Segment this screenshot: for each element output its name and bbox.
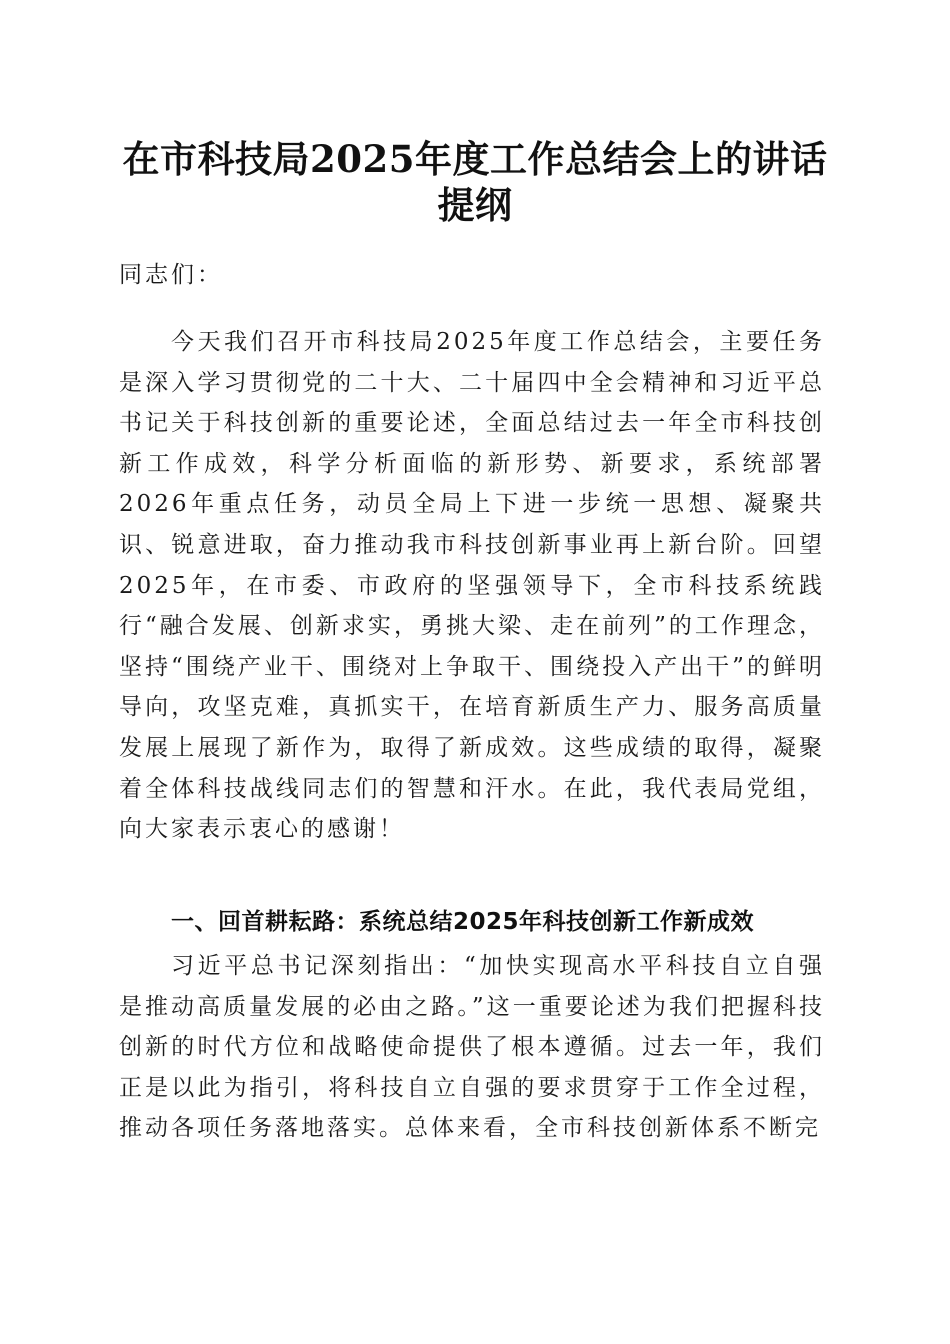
intro-paragraph: 今天我们召开市科技局2025年度工作总结会，主要任务是深入学习贯彻党的二十大、二十届四中全会精神和习近平总书记关于科技创新的重要论述，全面总结过去一年全市科技创新工作成效，科学分析面临的新形势、新要求，系统部署2026年重点任务，动员全局上下进一步统一思想、凝聚共识、锐意进取，奋力推动我市科技创新事业再上新台阶。回望2025年，在市委、市政府的坚强领导下，全市科技系统践行“融合发展、创新求实，勇挑大梁、走在前列”的工作理念，坚持“围绕产业干、围绕对上争取干、围绕投入产出干”的鲜明导向，攻坚克难，真抓实干，在培育新质生产力、服务高质量发展上展现了新作为，取得了新成效。这些成绩的取得，凝聚着全体科技战线同志们的智慧和汗水。在此，我代表局党组，向大家表示衷心的感谢！ bbox=[119, 329, 825, 843]
greeting: 同志们： bbox=[119, 262, 223, 288]
document-title: 在市科技局2025年度工作总结会上的讲话提纲 bbox=[122, 137, 828, 227]
section-heading: 一、回首耕耘路：系统总结2025年科技创新工作新成效 bbox=[171, 909, 755, 935]
section-paragraph: 习近平总书记深刻指出：“加快实现高水平科技自立自强是推动高质量发展的必由之路。”这一重要论述为我们把握科技创新的时代方位和战略使命提供了根本遵循。过去一年，我们正是以此为指引，将科技自立自强的要求贯穿于工作全过程，推动各项任务落地落实。总体来看，全市科技创新体系不断完 bbox=[119, 953, 825, 1142]
